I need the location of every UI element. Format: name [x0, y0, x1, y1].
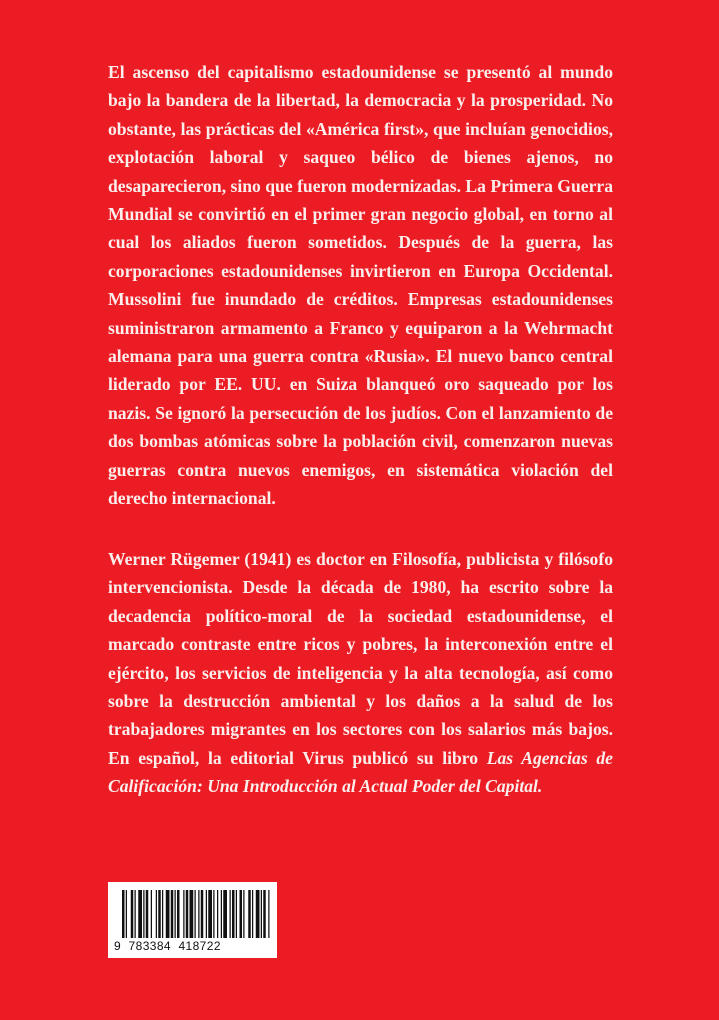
author-bio-text: Werner Rügemer (1941) es doctor en Filosofía, publicista y filósofo intervencionista. Desde la década de 1980, ha escrito sobre la decadencia político-moral de la sociedad estadounidense, el marcado contraste entre ricos y pobres, la interconexión entre el ejército, los servicios de inteligencia y la alta tecnología, así como sobre la destrucción ambiental y los daños a la salud de los trabajadores migrantes en los sectores con los salarios más bajos. En español, la editorial Virus publicó su libro	[108, 549, 613, 768]
barcode-bar	[268, 890, 269, 938]
barcode-bar	[248, 890, 251, 938]
barcode-bar	[201, 890, 204, 938]
barcode-bar	[126, 890, 127, 938]
barcode-bar	[146, 890, 149, 938]
barcode-bar	[135, 890, 136, 938]
barcode-bar	[151, 890, 152, 938]
barcode-bar	[223, 890, 227, 938]
barcode-bar	[263, 890, 266, 938]
barcode-bar	[198, 890, 199, 938]
barcode-bar	[240, 890, 243, 938]
author-bio-paragraph	[108, 545, 613, 801]
barcode-bar	[195, 890, 196, 938]
barcode-bar	[166, 890, 170, 938]
synopsis-paragraph: El ascenso del capitalismo estadounidense se presentó al mundo bajo la bandera de la libertad, la democracia y la prosperidad. No obstante, las prácticas del «América first», que incluían genocidios, explotación laboral y saqueo bélico de bienes ajenos, no desaparecieron, sino que fueron modernizadas. La Primera Guerra Mundial se convirtió en el primer gran negocio global, en torno al cual los aliados fueron sometidos. Después de la guerra, las corporaciones estadounidenses invirtieron en Europa Occidental. Mussolini fue inundado de créditos. Empresas estadounidenses suministraron armamento a Franco y equiparon a la Wehrmacht alemana para una guerra contra «Rusia». El nuevo banco central liderado por EE. UU. en Suiza blanqueó oro saqueado por los nazis. Se ignoró la persecución de los judíos. Con el lanzamiento de dos bombas atómicas sobre la población civil, comenzaron nuevas guerras contra nuevos enemigos, en sistemática violación del derecho internacional.	[108, 62, 613, 509]
barcode-bar	[158, 890, 161, 938]
barcode-bar	[208, 890, 212, 938]
barcode-bar	[186, 890, 189, 938]
barcode-bar	[256, 890, 260, 938]
barcode-bar	[171, 890, 174, 938]
barcode-bar	[232, 890, 235, 938]
barcode-bar	[217, 890, 218, 938]
barcode-bar	[131, 890, 134, 938]
barcode-bar	[213, 890, 214, 938]
barcode-bar	[261, 890, 262, 938]
barcode-bar	[236, 890, 237, 938]
book-title: Las Agencias de Calificación: Una Introducción al Actual Poder del Capital.	[108, 747, 613, 797]
barcode	[108, 882, 277, 958]
barcode-bar	[177, 890, 180, 938]
barcode-bar	[252, 890, 253, 938]
barcode-bar	[230, 890, 231, 938]
barcode-bar	[243, 890, 244, 938]
barcode-bar	[138, 890, 142, 938]
barcode-bar	[183, 890, 184, 938]
barcode-bar	[190, 890, 194, 938]
barcode-bar	[206, 890, 207, 938]
barcode-bar	[122, 890, 125, 938]
barcode-digits: 9 783384 418722	[114, 939, 221, 953]
barcode-bar	[156, 890, 157, 938]
barcode-bar	[143, 890, 144, 938]
barcode-bar	[221, 890, 222, 938]
barcode-bar	[162, 890, 163, 938]
barcode-bar	[175, 890, 176, 938]
